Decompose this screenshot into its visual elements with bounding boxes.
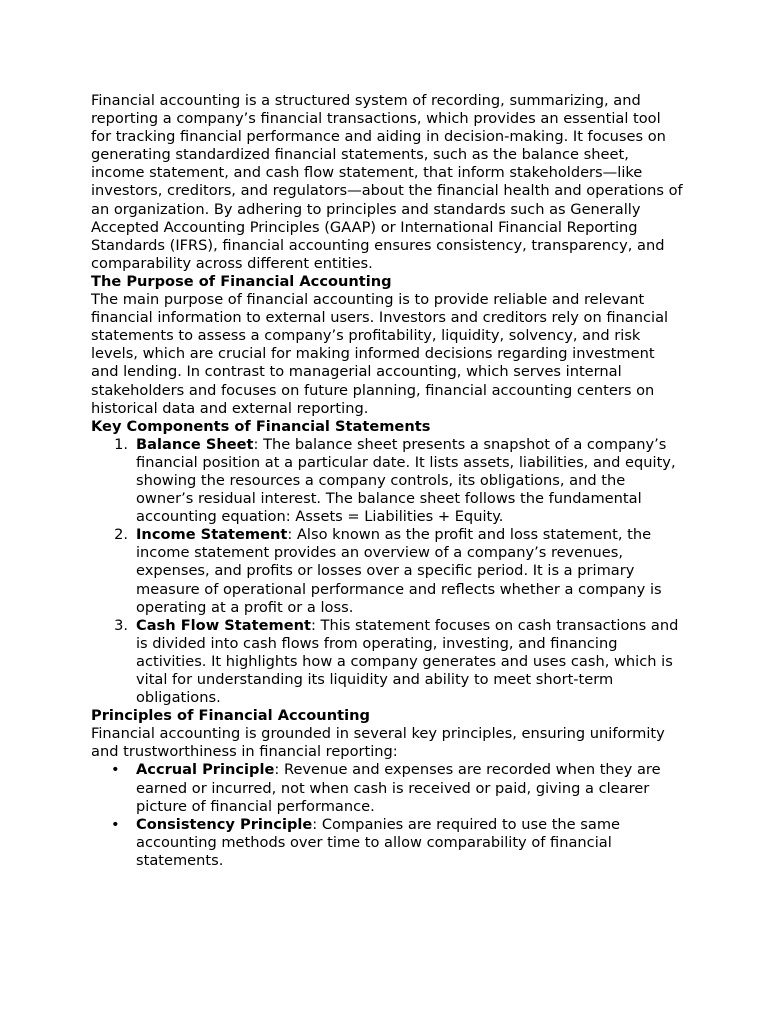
list-item-term: Cash Flow Statement (136, 616, 311, 634)
list-number: 1. (114, 435, 128, 453)
bullet-icon: • (111, 761, 120, 779)
principles-list (91, 761, 685, 870)
components-list (91, 436, 685, 707)
list-number: 3. (114, 616, 128, 634)
list-number: 2. (114, 526, 128, 544)
purpose-paragraph: The main purpose of financial accounting is to provide reliable and relevant financial information to external users. Investors and creditors rely on financial statements to assess a company’s profitability, liquidity, solvency, and risk levels, which are crucial for making informed decisions regarding investment and lending. In contrast to managerial accounting, which serves internal stakeholders and focuses on future planning, financial accounting centers on historical data and external reporting. (91, 291, 669, 417)
list-item (91, 761, 685, 815)
document-body (91, 92, 685, 870)
purpose-heading: The Purpose of Financial Accounting (91, 272, 392, 290)
bullet-icon: • (111, 815, 120, 833)
principles-heading: Principles of Financial Accounting (91, 707, 370, 725)
list-item-text: : The balance sheet presents a snapshot of a company’s financial position at a particular date. It lists assets, liabilities, and equity, showing the resources a company controls, its obligations, and the owner’s residual interest. The balance sheet follows the fundamental accounting equation: Assets = Liabilities + Equity. (136, 435, 676, 526)
list-item-text: : Revenue and expenses are recorded when they are earned or incurred, not when cash is received or paid, giving a clearer picture of financial performance. (136, 761, 661, 815)
list-item-term: Accrual Principle (136, 761, 275, 779)
list-item-term: Consistency Principle (136, 815, 313, 833)
list-item-text: : This statement focuses on cash transactions and is divided into cash flows from operating, investing, and financing activities. It highlights how a company generates and uses cash, which is vital for understanding its liquidity and ability to meet short-term obligations. (136, 616, 679, 707)
principles-paragraph: Financial accounting is grounded in several key principles, ensuring uniformity and trustworthiness in financial reporting: (91, 725, 665, 761)
list-item (91, 617, 685, 707)
intro-paragraph: Financial accounting is a structured system of recording, summarizing, and reporting a company’s financial transactions, which provides an essential tool for tracking financial performance and aiding in decision-making. It focuses on generating standardized financial statements, such as the balance sheet, income statement, and cash flow statement, that inform stakeholders—like investors, creditors, and regulators—about the financial health and operations of an organization. By adhering to principles and standards such as Generally Accepted Accounting Principles (GAAP) or International Financial Reporting Standards (IFRS), financial accounting ensures consistency, transparency, and comparability across different entities. (91, 92, 683, 272)
list-item (91, 436, 685, 526)
components-heading: Key Components of Financial Statements (91, 417, 431, 435)
list-item-term: Income Statement (136, 526, 288, 544)
list-item-text: : Companies are required to use the same accounting methods over time to allow comparability of financial statements. (136, 815, 621, 869)
list-item (91, 816, 685, 870)
list-item (91, 526, 685, 616)
list-item-term: Balance Sheet (136, 435, 254, 453)
list-item-text: : Also known as the profit and loss statement, the income statement provides an overview of a company’s revenues, expenses, and profits or losses over a specific period. It is a primary measure of operational performance and reflects whether a company is operating at a profit or a loss. (136, 526, 662, 616)
